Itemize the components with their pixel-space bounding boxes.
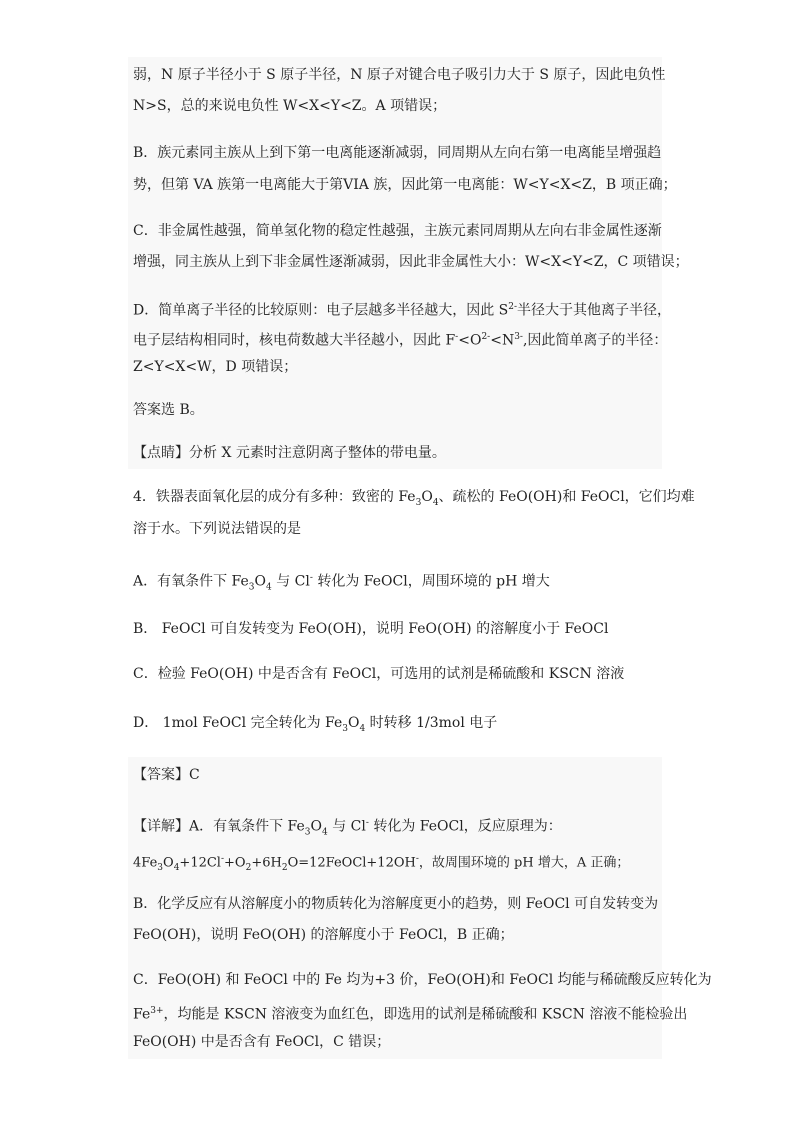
superscript: 3+	[150, 1006, 164, 1016]
answer-line	[133, 766, 200, 784]
line-text: 半径大于其他离子半径，	[517, 302, 672, 319]
line-text: ,因此简单离子的半径：	[522, 332, 668, 349]
option-b	[133, 620, 608, 638]
line-text: 【答案】C	[133, 767, 200, 783]
line-text: O	[347, 715, 360, 731]
equation-line	[133, 850, 629, 877]
text-line	[133, 298, 671, 320]
line-text: +6H	[251, 855, 282, 871]
subscript: 3	[157, 862, 164, 873]
text-line	[133, 1033, 390, 1051]
text-line	[133, 66, 665, 84]
line-text: <N	[490, 332, 515, 349]
line-text: 【点睛】分析 X 元素时注意阴离子整体的带电量。	[133, 445, 446, 461]
line-text: Fe	[133, 1006, 151, 1023]
superscript: -	[365, 818, 369, 828]
line-text: 电子层结构相同时，核电荷数越大半径越小，因此 F	[133, 332, 456, 349]
line-text: C．检验 FeO(OH) 中是否含有 FeOCl，可选用的试剂是稀硫酸和 KSCN 溶液	[133, 666, 625, 682]
line-text: 转化为 FeOCl，反应原理为：	[368, 818, 562, 835]
superscript: -	[220, 854, 225, 864]
line-text: B．化学反应有从溶解度小的物质转化为溶解度更小的趋势，则 FeOCl 可自发转变为	[133, 896, 659, 912]
subscript: 2	[245, 862, 252, 873]
line-text: O	[310, 818, 323, 835]
line-text: 转化为 FeOCl，周围环境的 pH 增大	[312, 573, 550, 590]
option-d	[133, 714, 497, 738]
subscript: 3	[415, 497, 422, 508]
text-line	[133, 144, 661, 162]
subscript: 4	[432, 497, 439, 508]
question-stem	[133, 488, 695, 512]
paragraph-block-answer-c	[128, 757, 662, 797]
line-text: 时转移 1/3mol 电子	[365, 715, 498, 731]
text-line	[133, 1002, 687, 1024]
line-text: <O	[458, 332, 482, 349]
line-text: 4．铁器表面氧化层的成分有多种：致密的 Fe	[133, 489, 416, 505]
line-text: B．族元素同主族从上到下第一电离能逐渐减弱，同周期从左向右第一电离能呈增强趋	[133, 145, 662, 161]
line-text: O	[421, 489, 433, 505]
line-text: D． 1mol FeOCl 完全转化为 Fe	[133, 715, 343, 731]
superscript: 2-	[481, 332, 491, 342]
line-text: +12Cl	[179, 855, 221, 871]
text-line	[133, 814, 562, 841]
line-text: 与 Cl	[327, 818, 366, 835]
line-text: 增强，同主族从上到下非金属性逐渐减弱，因此非金属性大小：W<X<Y<Z，C 项错误；	[133, 254, 689, 270]
line-text: 溶于水。下列说法错误的是	[133, 521, 301, 537]
subscript: 3	[248, 582, 255, 593]
line-text: FeO(OH)，说明 FeO(OH) 的溶解度小于 FeOCl，B 正确；	[133, 927, 514, 943]
paragraph-block-detail-b	[128, 877, 662, 957]
subscript: 4	[322, 827, 328, 838]
line-text: 、疏松的 FeO(OH)和 FeOCl，它们均难	[438, 489, 695, 505]
line-text: Z<Y<X<W，D 项错误；	[133, 359, 298, 375]
line-text: O	[163, 855, 174, 871]
text-line	[133, 971, 712, 989]
line-text: +O	[224, 855, 246, 871]
text-line	[133, 926, 514, 944]
subscript: 3	[304, 827, 311, 838]
line-text: O	[254, 573, 267, 590]
text-line	[133, 222, 662, 240]
line-text: 弱，N 原子半径小于 S 原子半径，N 原子对键合电子吸引力大于 S 原子，因此电负性	[133, 67, 666, 83]
line-text: D．简单离子半径的比较原则：电子层越多半径越大，因此 S	[133, 302, 509, 319]
line-text: 势，但第 VA 族第一电离能大于第VIA 族，因此第一电离能：W<Y<X<Z，B 项正确；	[133, 177, 677, 193]
subscript: 3	[342, 723, 348, 734]
text-line	[133, 358, 297, 376]
text-line	[133, 895, 658, 913]
superscript: -	[309, 573, 313, 583]
line-text: FeO(OH) 中是否含有 FeOCl，C 错误；	[133, 1034, 391, 1050]
line-text: C．FeO(OH) 和 FeOCl 中的 Fe 均为+3 价，FeO(OH)和 FeOCl 均能与稀硫酸反应转化为	[133, 972, 712, 988]
line-text: 与 Cl	[271, 573, 310, 590]
option-c	[133, 665, 624, 683]
text-line	[133, 444, 446, 462]
line-text: ，均能是 KSCN 溶液变为血红色，即选用的试剂是稀硫酸和 KSCN 溶液不能检验出	[163, 1006, 688, 1023]
subscript: 4	[359, 723, 366, 734]
text-line	[133, 401, 204, 419]
text-line	[133, 97, 446, 115]
question-stem	[133, 520, 301, 538]
superscript: -	[455, 332, 459, 342]
text-line	[133, 328, 667, 350]
subscript: 2	[281, 862, 288, 873]
line-text: 答案选 B。	[133, 402, 204, 418]
line-text: A．有氧条件下 Fe	[133, 573, 249, 590]
line-text: O=12FeOCl+12OH	[287, 855, 416, 871]
subscript: 4	[266, 582, 272, 593]
line-text: N>S，总的来说电负性 W<X<Y<Z。A 项错误；	[133, 98, 447, 114]
text-line	[133, 253, 689, 271]
paragraph-block-answer	[128, 391, 662, 431]
line-text: C．非金属性越强，简单氢化物的稳定性越强，主族元素同周期从左向右非金属性逐渐	[133, 223, 662, 239]
text-line	[133, 176, 677, 194]
superscript: -	[415, 854, 419, 864]
superscript: 3-	[514, 332, 523, 342]
line-text: 4Fe	[133, 855, 158, 871]
subscript: 4	[173, 862, 180, 873]
line-text: 【详解】A．有氧条件下 Fe	[133, 818, 305, 835]
superscript: 2-	[508, 302, 518, 312]
option-a	[133, 569, 550, 596]
line-text: ，故周围环境的 pH 增大，A 正确；	[418, 855, 630, 871]
line-text: B． FeOCl 可自发转变为 FeO(OH)，说明 FeO(OH) 的溶解度小于 FeOCl	[133, 621, 609, 637]
